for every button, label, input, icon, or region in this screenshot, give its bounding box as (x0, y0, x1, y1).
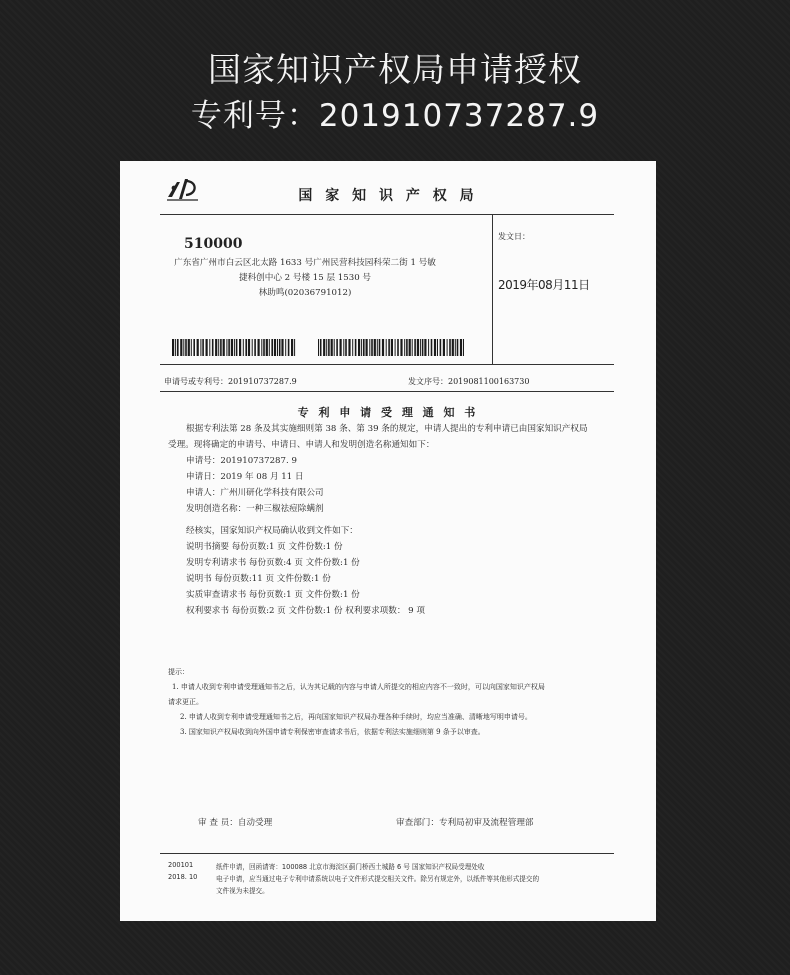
field-applicant: 申请人：广州川研化学科技有限公司 (186, 488, 324, 498)
field-app-number: 申请号：201910737287. 9 (186, 456, 297, 466)
divider (160, 364, 614, 365)
footer-text: 纸件申请，回函请寄：100088 北京市海淀区蓟门桥西土城路 6 号 国家知识产权局受理处收 (216, 863, 485, 871)
file-item: 发明专利请求书 每份页数:4 页 文件份数:1 份 (186, 558, 360, 568)
files-intro: 经核实，国家知识产权局确认收到文件如下： (186, 526, 358, 536)
barcode (318, 339, 464, 356)
divider (492, 214, 493, 364)
file-item: 实质审查请求书 每份页数:1 页 文件份数:1 份 (186, 590, 360, 600)
tip-item: 1. 申请人收到专利申请受理通知书之后，认为其记载的内容与申请人所提交的相应内容不一致时，可以向国家知识产权局 (172, 683, 545, 691)
office-name: 国 家 知 识 产 权 局 (298, 188, 478, 204)
footer-text: 文件视为未提交。 (216, 887, 269, 895)
footer-text: 电子申请，应当通过电子专利申请系统以电子文件形式提交相关文件。除另有规定外，以纸件等其他形式提交的 (216, 875, 540, 883)
examiner: 审 查 员：自动受理 (198, 818, 273, 828)
dispatch-date: 2019年08月11日 (498, 278, 590, 292)
tip-item: 3. 国家知识产权局收到向外国申请专利保密审查请求书后，依据专利法实施细则第 9 条予以审查。 (180, 728, 485, 736)
intro-text: 根据专利法第 28 条及其实施细则第 38 条、第 39 条的规定，申请人提出的专利申请已由国家知识产权局 (186, 424, 588, 434)
divider (160, 214, 614, 215)
file-item: 权利要求书 每份页数:2 页 文件份数:1 份 权利要求项数： 9 项 (186, 606, 425, 616)
patent-notice-document (120, 161, 656, 921)
field-app-date: 申请日：2019 年 08 月 11 日 (186, 472, 304, 482)
tip-item: 2. 申请人收到专利申请受理通知书之后，再向国家知识产权局办理各种手续时，均应当准确、清晰地写明申请号。 (180, 713, 532, 721)
tip-item: 请求更正。 (168, 698, 203, 706)
page-headline: 国家知识产权局申请授权 (208, 50, 582, 89)
application-number: 申请号或专利号：201910737287.9 (164, 377, 297, 386)
tips-label: 提示： (168, 668, 189, 676)
field-invention-name: 发明创造名称：一种三椒祛痘除螨剂 (186, 504, 324, 514)
address-line: 广东省广州市白云区北太路 1633 号广州民营科技园科荣二街 1 号敏 (174, 258, 436, 268)
address-line: 捷科创中心 2 号楼 15 层 1530 号 (238, 273, 371, 283)
dispatch-date-label: 发文日： (498, 232, 530, 241)
file-item: 说明书 每份页数:11 页 文件份数:1 份 (186, 574, 331, 584)
form-code: 200101 (168, 861, 194, 869)
divider (160, 853, 614, 854)
postal-code: 510000 (184, 236, 243, 252)
file-item: 说明书摘要 每份页数:1 页 文件份数:1 份 (186, 542, 343, 552)
form-version: 2018. 10 (168, 873, 198, 881)
examination-dept: 审查部门：专利局初审及流程管理部 (396, 818, 534, 828)
divider (160, 391, 614, 392)
intro-text: 受理。现将确定的申请号、申请日、申请人和发明创造名称通知如下： (168, 440, 435, 450)
address-line: 林助鸣(02036791012) (258, 288, 352, 298)
barcode (172, 339, 296, 356)
patent-number-headline: 专利号：201910737287.9 (190, 98, 600, 134)
dispatch-number: 发文序号：2019081100163730 (408, 377, 530, 386)
notice-title: 专 利 申 请 受 理 通 知 书 (297, 406, 479, 419)
